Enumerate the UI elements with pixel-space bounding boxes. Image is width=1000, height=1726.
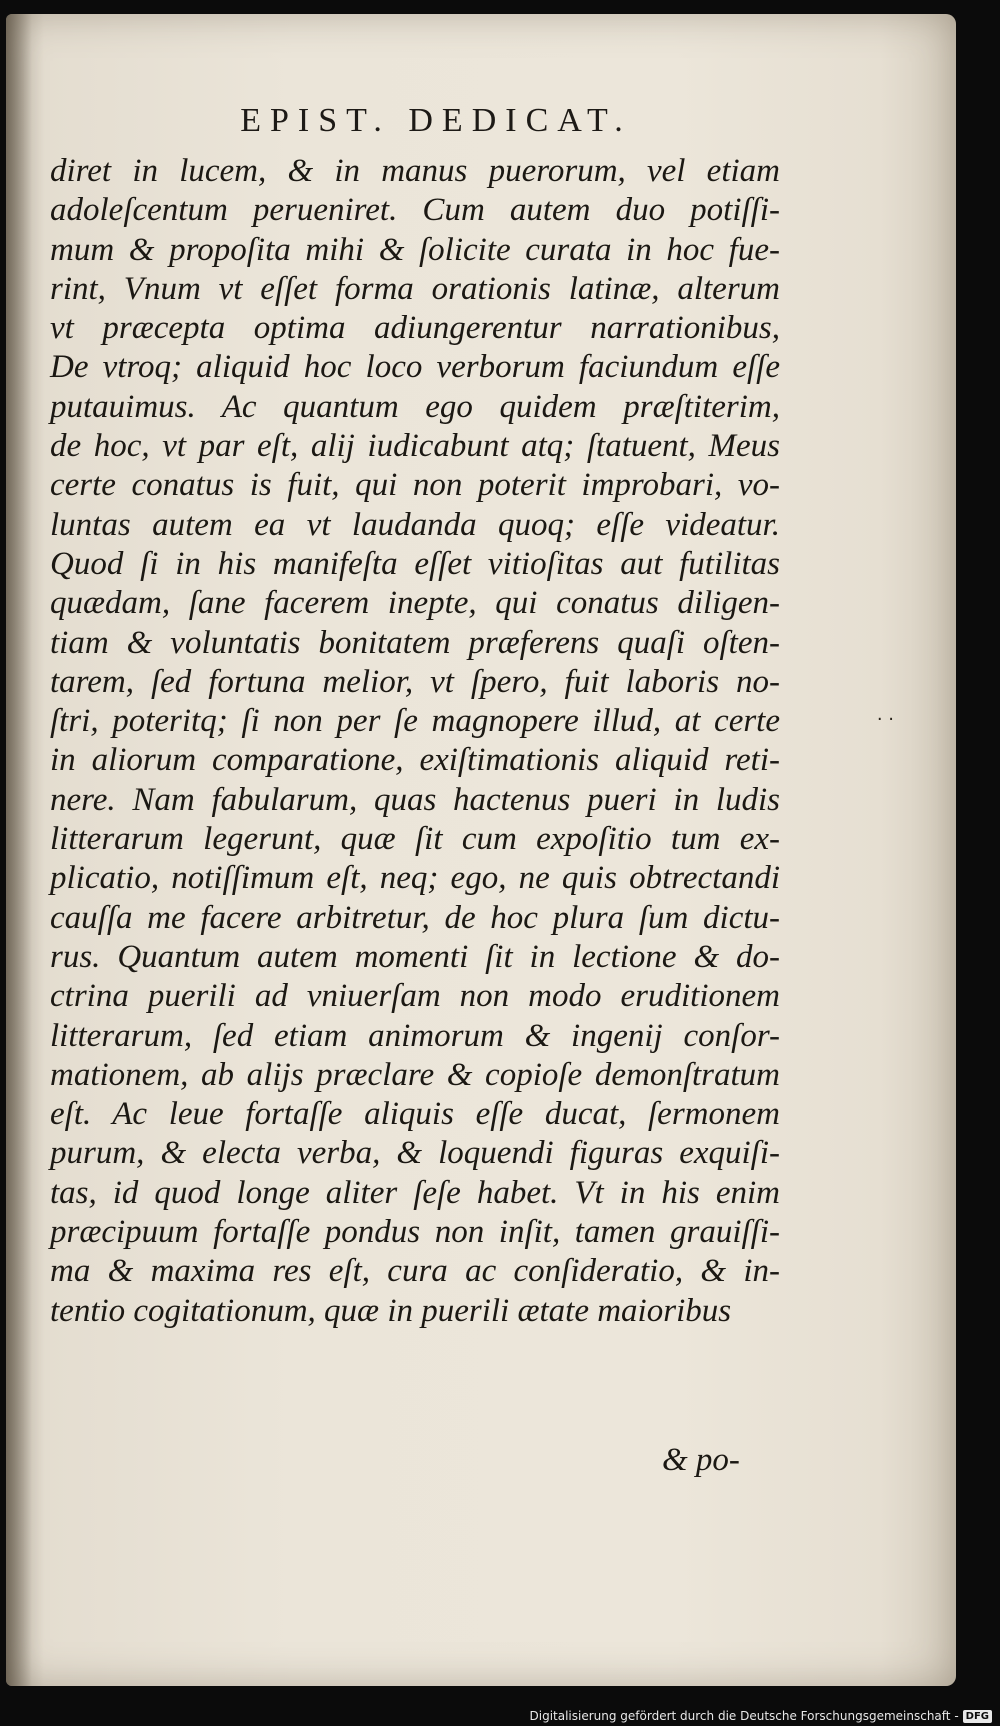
page-edge-mark: · · bbox=[876, 709, 894, 730]
text-line: tentio cogitationum, quæ in puerili ætate maioribus bbox=[50, 1292, 732, 1329]
text-line: præcipuum fortaſſe pondus non inſit, tamen grauiſſi- bbox=[50, 1214, 780, 1251]
text-line: ſtri, poteritq; ſi non per ſe magnopere illud, at certe bbox=[50, 703, 780, 740]
text-line: tarem, ſed fortuna melior, vt ſpero, fuit laboris no- bbox=[50, 663, 780, 700]
text-line: plicatio, notiſſimum eſt, neq; ego, ne quis obtrectandi bbox=[50, 860, 780, 897]
text-line: litterarum, ſed etiam animorum & ingenij conſor- bbox=[50, 1017, 780, 1054]
text-line: mationem, ab alijs præclare & copioſe demonſtratum bbox=[50, 1056, 780, 1093]
text-line: de hoc, vt par eſt, alij iudicabunt atq; ſtatuent, Meus bbox=[50, 428, 780, 465]
text-line: cauſſa me facere arbitretur, de hoc plura ſum dictu- bbox=[50, 899, 780, 936]
text-line: putauimus. Ac quantum ego quidem præſtiterim, bbox=[50, 388, 780, 425]
text-line: diret in lucem, & in manus puerorum, vel etiam bbox=[50, 153, 780, 189]
text-line: rus. Quantum autem momenti ſit in lectione & do- bbox=[50, 938, 780, 975]
text-line: ma & maxima res eſt, cura ac conſideratio, & in- bbox=[50, 1253, 780, 1290]
text-line: nere. Nam fabularum, quas hactenus pueri in ludis bbox=[50, 781, 780, 818]
body-text bbox=[50, 152, 780, 1331]
text-line: certe conatus is fuit, qui non poterit improbari, vo- bbox=[50, 467, 780, 504]
text-line: ctrina puerili ad vniuerſam non modo eruditionem bbox=[50, 978, 780, 1015]
text-line: adoleſcentum perueniret. Cum autem duo potiſſi- bbox=[50, 192, 780, 229]
text-line: Quod ſi in his manifeſta eſſet vitioſitas aut futilitas bbox=[50, 545, 780, 582]
running-head: EPIST. DEDICAT. bbox=[240, 102, 632, 139]
text-line: mum & propoſita mihi & ſolicite curata in hoc fue- bbox=[50, 231, 780, 268]
text-line: litterarum legerunt, quæ ſit cum expoſitio tum ex- bbox=[50, 821, 780, 858]
text-line: luntas autem ea vt laudanda quoq; eſſe videatur. bbox=[50, 506, 780, 543]
text-line: quædam, ſane facerem inepte, qui conatus diligen- bbox=[50, 585, 780, 622]
book-page bbox=[6, 14, 956, 1686]
text-line: eſt. Ac leue fortaſſe aliquis eſſe ducat, ſermonem bbox=[50, 1096, 780, 1133]
text-line: De vtroq; aliquid hoc loco verborum faciundum eſſe bbox=[50, 349, 780, 386]
credit-text: Digitalisierung gefördert durch die Deutsche Forschungsgemeinschaft - bbox=[529, 1709, 959, 1723]
dfg-logo-icon: DFG bbox=[963, 1710, 992, 1723]
catchword: & po- bbox=[662, 1442, 740, 1478]
text-line: rint, Vnum vt eſſet forma orationis latinæ, alterum bbox=[50, 270, 780, 307]
text-line: tas, id quod longe aliter ſeſe habet. Vt in his enim bbox=[50, 1174, 780, 1211]
text-line: purum, & electa verba, & loquendi figuras exquiſi- bbox=[50, 1135, 780, 1172]
text-line: vt præcepta optima adiungerentur narrationibus, bbox=[50, 310, 780, 347]
text-line: tiam & voluntatis bonitatem præferens quaſi oſten- bbox=[50, 624, 780, 661]
text-line: in aliorum comparatione, exiſtimationis aliquid reti- bbox=[50, 742, 780, 779]
digitization-credit bbox=[530, 1709, 993, 1723]
